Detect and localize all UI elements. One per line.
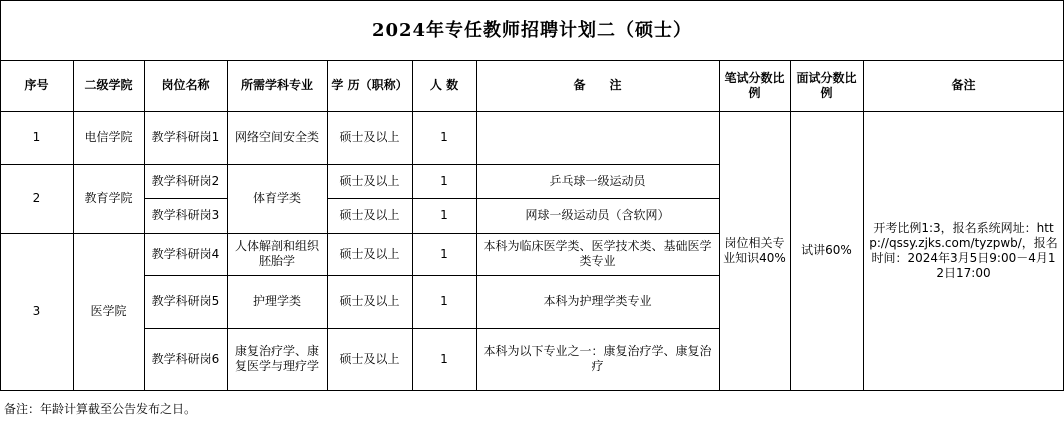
row1-college: 电信学院 <box>84 130 133 144</box>
row4-count: 1 <box>440 246 448 261</box>
remark2-text: 开考比例1:3，报名系统网址：http://qssy.zjks.com/tyzpwb/，报名时间：2024年3月5日9:00－4月12日17:00 <box>869 220 1058 280</box>
row5-major: 护理学类 <box>252 294 301 308</box>
row2-major: 体育学类 <box>252 191 301 205</box>
row1-degree: 硕士及以上 <box>339 130 400 144</box>
row1-seq: 1 <box>32 130 41 144</box>
row4-degree: 硕士及以上 <box>339 246 400 261</box>
header-degree: 学 历（职称） <box>331 78 408 92</box>
header-interview-ratio: 面试分数比例 <box>796 70 857 100</box>
row4-remark: 本科为临床医学类、医学技术类、基础医学类专业 <box>483 239 712 268</box>
row6-degree: 硕士及以上 <box>339 351 400 366</box>
row2-post: 教学科研岗2 <box>151 173 220 188</box>
header-post: 岗位名称 <box>161 78 210 92</box>
row6-remark: 本科为以下专业之一：康复治疗学、康复治疗 <box>483 344 712 373</box>
row6-post: 教学科研岗6 <box>151 351 220 366</box>
row6-count: 1 <box>440 351 448 366</box>
interview-ratio: 试讲60% <box>801 243 852 257</box>
row2-remark: 乒乓球一级运动员 <box>549 173 646 188</box>
header-remark: 备 注 <box>573 78 622 92</box>
header-seq: 序号 <box>24 78 49 92</box>
row4-seq: 3 <box>32 304 41 318</box>
row2-seq: 2 <box>32 191 41 205</box>
row4-post: 教学科研岗4 <box>151 246 220 261</box>
row3-post: 教学科研岗3 <box>151 208 220 222</box>
row4-major: 人体解剖和组织胚胎学 <box>234 239 319 268</box>
row3-degree: 硕士及以上 <box>339 208 400 222</box>
header-major: 所需学科专业 <box>240 78 313 92</box>
row6-major: 康复治疗学、康复医学与理疗学 <box>234 344 319 373</box>
row5-degree: 硕士及以上 <box>339 294 400 308</box>
header-college: 二级学院 <box>84 78 133 92</box>
row2-count: 1 <box>440 173 448 188</box>
footnote: 备注：年龄计算截至公告发布之日。 <box>4 402 197 416</box>
written-ratio: 岗位相关专业知识40% <box>723 235 786 265</box>
row5-remark: 本科为护理学类专业 <box>543 294 652 308</box>
header-count: 人 数 <box>429 78 459 92</box>
table-title: 2024年专任教师招聘计划二（硕士） <box>371 19 693 41</box>
row1-count: 1 <box>440 130 448 144</box>
row2-college: 教育学院 <box>84 191 133 205</box>
header-written-ratio: 笔试分数比例 <box>724 70 785 100</box>
row5-post: 教学科研岗5 <box>151 294 220 308</box>
row3-remark: 网球一级运动员（含软网） <box>525 208 670 222</box>
row2-degree: 硕士及以上 <box>339 173 400 188</box>
row3-count: 1 <box>440 208 448 222</box>
row1-post: 教学科研岗1 <box>151 130 220 144</box>
row4-college: 医学院 <box>90 304 127 318</box>
row5-count: 1 <box>440 294 448 308</box>
row1-major: 网络空间安全类 <box>234 130 319 144</box>
header-remark2: 备注 <box>951 78 976 92</box>
